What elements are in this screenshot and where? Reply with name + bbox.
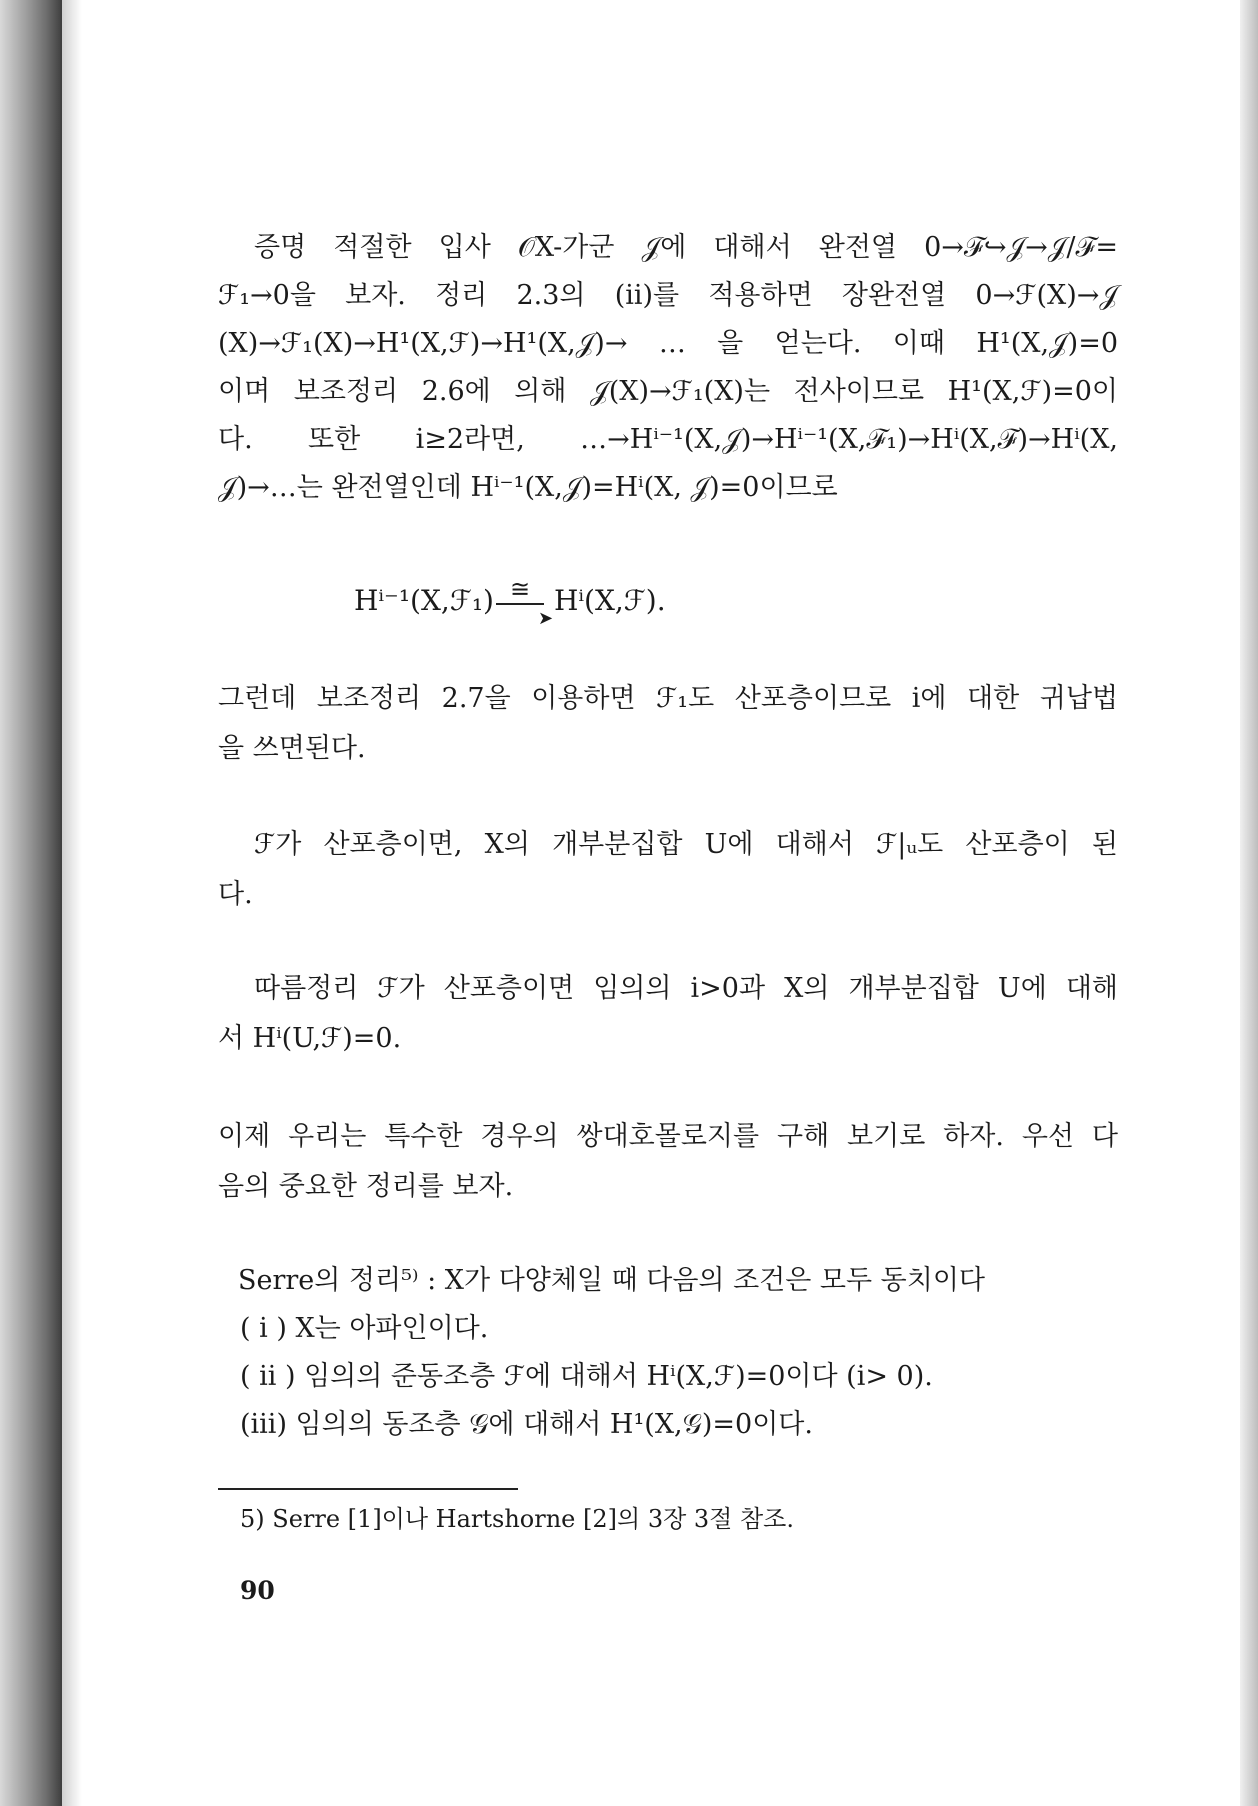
- proof-line-3: (X)→ℱ₁(X)→H¹(X,ℱ)→H¹(X,𝒥)→ … 을 얻는다. 이때 H¹(X,𝒥)=0: [218, 328, 1118, 359]
- theorem-item-iii: (iii) 임의의 동조층 𝒢에 대해서 H¹(X,𝒢)=0이다.: [240, 1409, 813, 1440]
- display-equation: [354, 574, 666, 629]
- book-spine: [0, 0, 62, 1806]
- page-number: 90: [240, 1576, 275, 1605]
- spine-shadow: [62, 0, 82, 1806]
- proof-line-5: 다. 또한 i≥2라면, …→Hⁱ⁻¹(X,𝒥)→Hⁱ⁻¹(X,ℱ₁)→Hⁱ(X,ℱ)→Hⁱ(X,: [218, 424, 1118, 455]
- isomorphism-symbol: ≅: [509, 574, 531, 603]
- proof-line-1: 증명 적절한 입사 𝒪X-가군 𝒥에 대해서 완전열 0→ℱ↪𝒥→𝒥/ℱ=: [254, 232, 1118, 263]
- proof-line-4: 이며 보조정리 2.6에 의해 𝒥(X)→ℱ₁(X)는 전사이므로 H¹(X,ℱ)=0이: [218, 376, 1118, 407]
- theorem-heading: Serre의 정리⁵⁾ : X가 다양체일 때 다음의 조건은 모두 동치이다: [238, 1265, 986, 1296]
- equation-right: Hⁱ(X,ℱ).: [553, 584, 666, 617]
- page-edge: [1240, 0, 1258, 1806]
- theorem-item-ii: ( ii ) 임의의 준동조층 ℱ에 대해서 Hⁱ(X,ℱ)=0이다 (i> 0).: [240, 1361, 933, 1392]
- equation-left: Hⁱ⁻¹(X,ℱ₁): [354, 584, 494, 617]
- footnote: 5) Serre [1]이나 Hartshorne [2]의 3장 3절 참조.: [240, 1505, 794, 1533]
- isomorphism-arrow-icon: ≅ ➤: [496, 588, 552, 618]
- corollary-line-1: 따름정리 ℱ가 산포층이면 임의의 i>0과 X의 개부분집합 U에 대해: [254, 973, 1118, 1004]
- footnote-rule: [218, 1488, 518, 1490]
- proof-line-6: 𝒥)→…는 완전열인데 Hⁱ⁻¹(X,𝒥)=Hⁱ(X, 𝒥)=0이므로: [218, 472, 838, 503]
- corollary-line-2: 서 Hⁱ(U,ℱ)=0.: [218, 1023, 402, 1054]
- para2-line-1: 그런데 보조정리 2.7을 이용하면 ℱ₁도 산포층이므로 i에 대한 귀납법: [218, 683, 1118, 714]
- para3-line-2: 다.: [218, 879, 253, 910]
- para3-line-1: ℱ가 산포층이면, X의 개부분집합 U에 대해서 ℱ|ᵤ도 산포층이 된: [254, 829, 1118, 860]
- para5-line-1: 이제 우리는 특수한 경우의 쌍대호몰로지를 구해 보기로 하자. 우선 다: [218, 1121, 1118, 1152]
- para5-line-2: 음의 중요한 정리를 보자.: [218, 1171, 514, 1202]
- para2-line-2: 을 쓰면된다.: [218, 733, 366, 764]
- theorem-item-i: ( i ) X는 아파인이다.: [240, 1313, 489, 1344]
- proof-line-2: ℱ₁→0을 보자. 정리 2.3의 (ii)를 적용하면 장완전열 0→ℱ(X)→𝒥: [218, 280, 1118, 311]
